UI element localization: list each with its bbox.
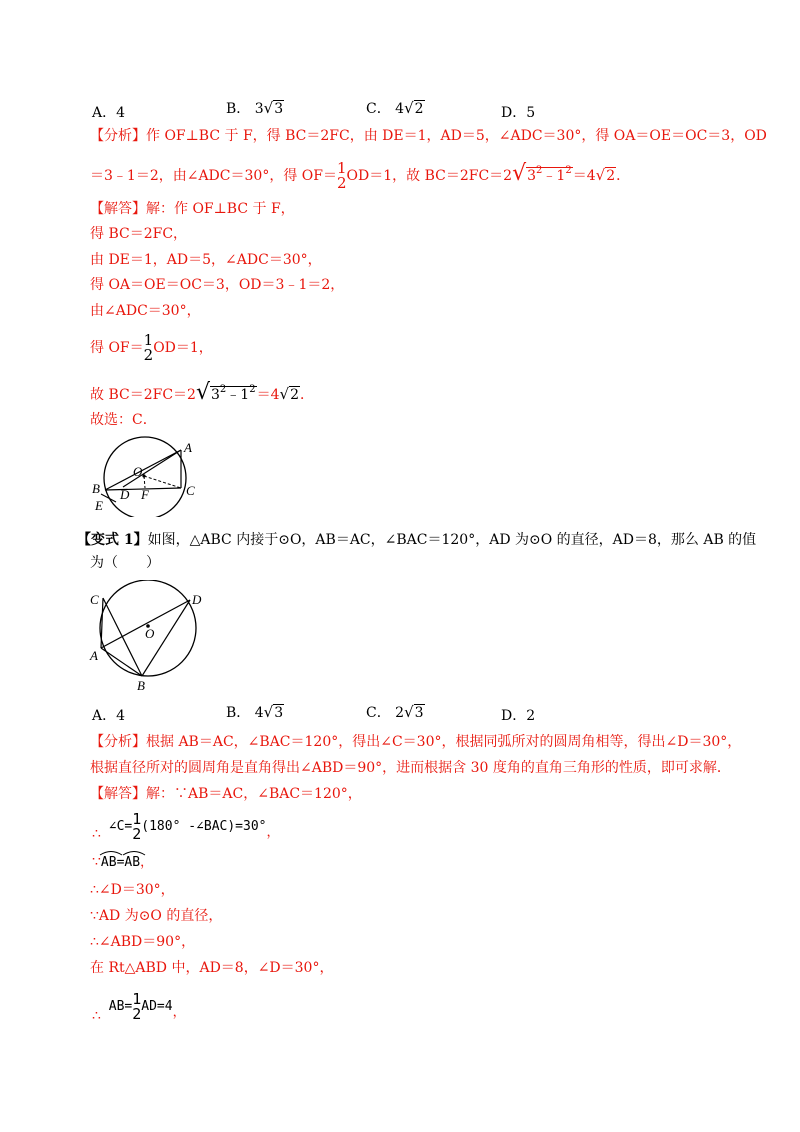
choice-line: 故选：C．	[90, 412, 157, 428]
solution-arc-eq: ∵AB =AB ，	[92, 852, 153, 873]
option-a: A．4	[92, 105, 126, 121]
solution-text: ＝4	[256, 387, 280, 403]
solution-line-1	[90, 199, 295, 219]
solution-line-diameter: ∵AD 为⊙O 的直径，	[90, 908, 223, 924]
question-1-line-2: 为（ ）	[90, 555, 160, 571]
option-c-coef: 4	[395, 101, 405, 117]
analysis-line-1	[90, 126, 767, 146]
solution-line-1	[90, 784, 362, 804]
fraction-half: 1 2	[143, 331, 154, 364]
question-stem: 如图，△ABC 内接于⊙O，AB＝AC，∠BAC＝120°，AD 为⊙O 的直径，AD＝8，那么 AB 的值	[147, 532, 757, 548]
sqrt-symbol: √3	[263, 703, 284, 721]
arc-ab: AB	[101, 853, 117, 873]
solution-tag: 【解答】	[90, 786, 146, 802]
label-o: O	[145, 626, 155, 641]
analysis-text: 作 OF⊥BC 于 F，得 BC＝2FC，由 DE＝1，AD＝5，∠ADC＝30°，得 OA＝OE＝OC＝3，OD	[146, 128, 767, 144]
option-c-letter: C．	[366, 705, 391, 721]
analysis-text: ＝3﹣1＝2，由∠ADC＝30°，得 OF＝	[90, 168, 337, 184]
option-b	[226, 98, 284, 118]
solution-line-3: 由 DE＝1，AD＝5，∠ADC＝30°，	[90, 252, 322, 268]
sqrt-symbol: √3	[404, 703, 424, 721]
sqrt-two: √2	[279, 385, 299, 403]
sqrt-expression: $√3^2﹣1^2$	[195, 380, 256, 405]
option-b-letter: B．	[226, 705, 251, 721]
option-b	[226, 702, 284, 722]
label-o: O	[133, 464, 143, 479]
option-b-coef: 3	[254, 101, 264, 117]
option-c-coef: 2	[395, 705, 405, 721]
solution-text: 解：∵AB＝AC，∠BAC＝120°，	[146, 786, 362, 802]
fraction-half: 1 2	[336, 159, 347, 192]
label-c: C	[90, 592, 99, 607]
solution-ab-eq: ∴ AB= 1 2 AD=4，	[92, 989, 186, 1024]
solution-text: 得 OF＝	[90, 340, 144, 356]
circle-figure-1	[88, 432, 208, 517]
analysis-text: 根据 AB＝AC，∠BAC＝120°，得出∠C＝30°，根据同弧所对的圆周角相等，得出∠D＝30°，	[146, 734, 742, 750]
solution-line-4: 得 OA＝OE＝OC＝3，OD＝3﹣1＝2，	[90, 277, 345, 293]
solution-text: OD＝1，	[153, 340, 213, 356]
analysis-text: ＝4	[572, 168, 596, 184]
label-d: D	[192, 592, 202, 607]
question-1-line-1	[77, 530, 756, 550]
solution-line-6	[90, 326, 213, 370]
option-c-letter: C．	[366, 101, 391, 117]
label-c: C	[186, 483, 195, 498]
fraction-half: 1 2	[132, 989, 142, 1023]
solution-c-eq: ∴ ∠C= 1 2 (180° -∠BAC)=30°，	[92, 809, 280, 843]
label-b: B	[92, 481, 100, 496]
sqrt-expression: $√3^2﹣1^2$	[512, 161, 572, 186]
solution-line-2: 得 BC＝2FC，	[90, 226, 188, 242]
analysis-line-1	[90, 732, 741, 752]
option-d: D．2	[501, 708, 536, 724]
option-c	[366, 702, 425, 722]
option-b-letter: B．	[226, 101, 251, 117]
solution-line-d30: ∴∠D＝30°，	[90, 882, 175, 898]
solution-line-abd90: ∴∠ABD＝90°，	[90, 934, 196, 950]
sqrt-symbol: √3	[263, 99, 284, 117]
solution-text: 故 BC＝2FC＝2	[90, 387, 196, 403]
analysis-line-2: ＝3﹣1＝2，由∠ADC＝30°，得 OF＝ 1 2 OD＝1，故 $BC=2FC=2√3^2﹣1^2=4√2$．	[90, 146, 630, 196]
fraction-half: 1 2	[132, 809, 142, 843]
label-f: F	[141, 487, 149, 502]
analysis-line-2: 根据直径所对的圆周角是直角得出∠ABD＝90°，进而根据含 30 度角的直角三角形的性质，即可求解．	[90, 760, 731, 776]
solution-line-7: 故 $BC=2FC=2√3^2﹣1^2=4√2$．	[90, 373, 314, 407]
option-b-coef: 4	[254, 705, 264, 721]
solution-line-5: 由∠ADC＝30°，	[90, 303, 201, 319]
sqrt-symbol: √2	[404, 99, 424, 117]
label-e: E	[95, 498, 103, 513]
analysis-text: OD＝1，故 BC＝2FC＝2	[346, 168, 513, 184]
option-b-radicand: 3	[274, 101, 284, 117]
label-a: A	[90, 648, 98, 663]
circle-figure-2	[86, 580, 210, 696]
analysis-tag: 【分析】	[90, 734, 146, 750]
arc-ab-2: AB	[124, 853, 140, 873]
option-c-radicand: 2	[414, 101, 424, 117]
label-b: B	[137, 678, 145, 693]
solution-text: 解：作 OF⊥BC 于 F，	[146, 201, 295, 217]
solution-tag: 【解答】	[90, 201, 146, 217]
analysis-tag: 【分析】	[90, 128, 146, 144]
label-d: D	[120, 487, 130, 502]
option-c	[366, 98, 425, 118]
option-a: A．4	[92, 708, 126, 724]
label-a: A	[184, 440, 192, 455]
solution-line-rt: 在 Rt△ABD 中，AD＝8，∠D＝30°，	[90, 960, 334, 976]
sqrt-two: √2	[595, 166, 616, 184]
question-tag: 【变式 1】	[77, 532, 148, 548]
option-d: D．5	[501, 105, 536, 121]
